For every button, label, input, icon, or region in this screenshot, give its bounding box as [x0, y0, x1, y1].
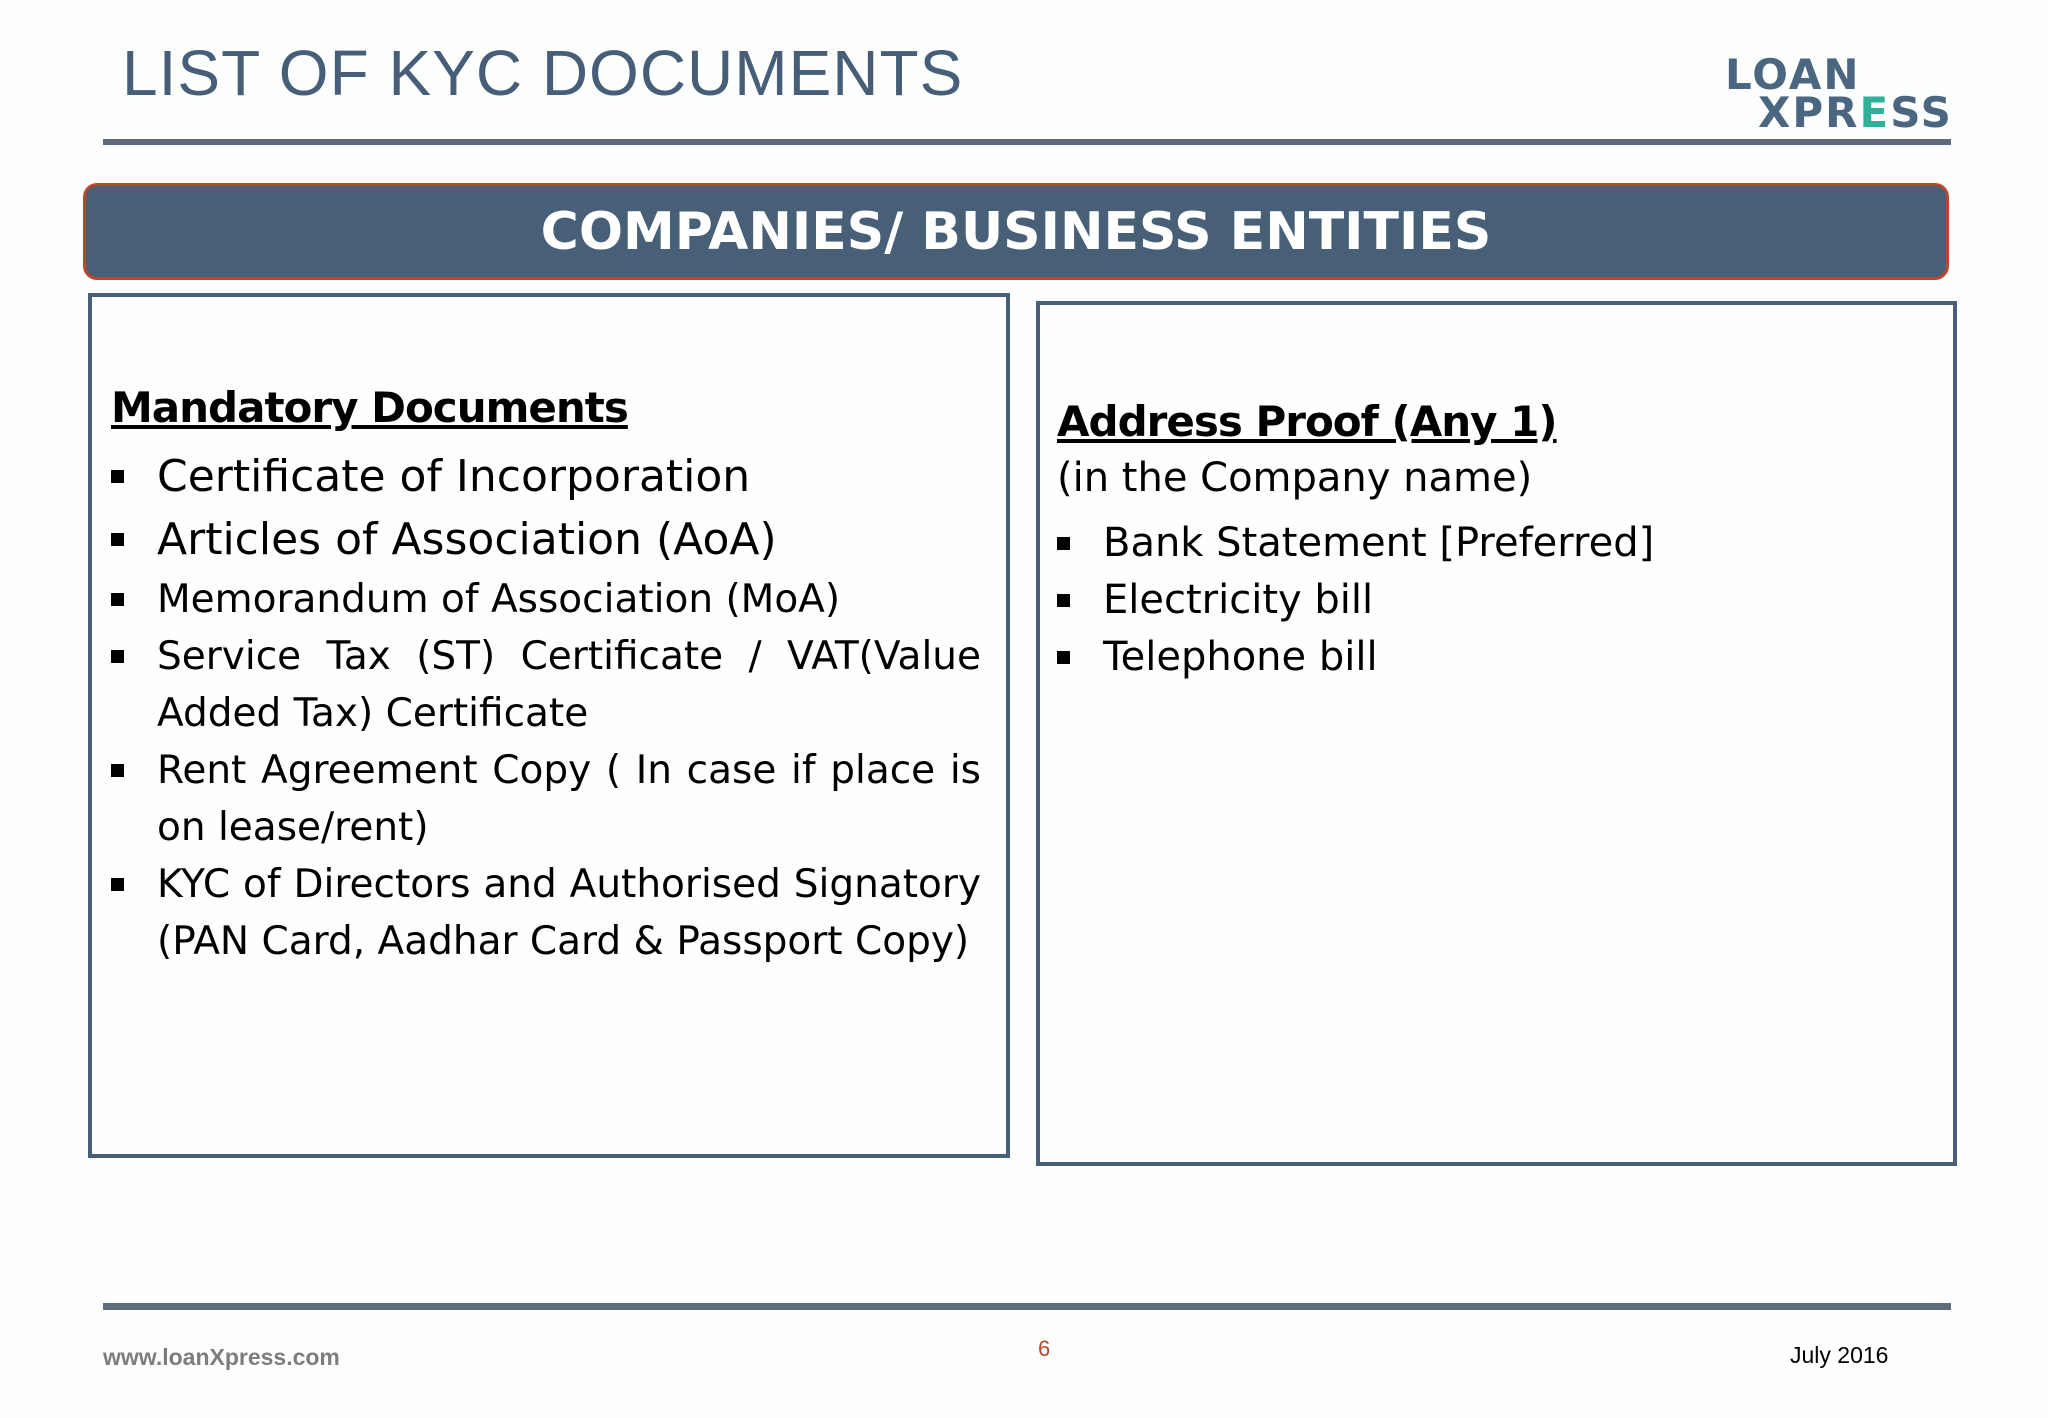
- bullet-icon: [111, 650, 124, 663]
- bullet-icon: [1057, 651, 1070, 664]
- address-proof-subtitle: (in the Company name): [1057, 455, 1533, 501]
- bullet-icon: [111, 764, 124, 777]
- footer-date: July 2016: [1790, 1342, 1889, 1368]
- mandatory-documents-panel: [88, 293, 1010, 1158]
- logo-line2: XPRESS: [1758, 88, 1953, 137]
- bullet-icon: [111, 533, 124, 546]
- list-item: Certificate of Incorporation: [111, 445, 981, 508]
- page-number: 6: [1038, 1336, 1051, 1361]
- mandatory-documents-heading: Mandatory Documents: [111, 383, 628, 432]
- bullet-icon: [1057, 537, 1070, 550]
- bullet-icon: [111, 878, 124, 891]
- list-item: Bank Statement [Preferred]: [1057, 515, 1917, 572]
- header-divider: [103, 139, 1951, 145]
- logo-line1: LOAN: [1725, 50, 1861, 99]
- address-proof-panel: [1036, 301, 1957, 1166]
- list-item: KYC of Directors and Authorised Signatory (PAN Card, Aadhar Card & Passport Copy): [111, 856, 981, 970]
- mandatory-documents-list: [111, 445, 981, 970]
- address-proof-list: [1057, 515, 1917, 686]
- list-item: Rent Agreement Copy ( In case if place is on lease/rent): [111, 742, 981, 856]
- list-item: Service Tax (ST) Certificate / VAT(Value Added Tax) Certificate: [111, 628, 981, 742]
- list-item: Electricity bill: [1057, 572, 1917, 629]
- footer-divider: [103, 1303, 1951, 1310]
- page-title: LIST OF KYC DOCUMENTS: [122, 37, 964, 109]
- bullet-icon: [111, 593, 124, 606]
- list-item: Telephone bill: [1057, 629, 1917, 686]
- loanxpress-logo: [1720, 50, 1953, 137]
- bullet-icon: [1057, 594, 1070, 607]
- footer-website-link[interactable]: www.loanXpress.com: [103, 1344, 340, 1370]
- address-proof-heading: Address Proof (Any 1): [1057, 397, 1557, 446]
- section-banner: COMPANIES/ BUSINESS ENTITIES: [83, 183, 1949, 280]
- bullet-icon: [111, 470, 124, 483]
- list-item: Articles of Association (AoA): [111, 508, 981, 571]
- list-item: Memorandum of Association (MoA): [111, 571, 981, 628]
